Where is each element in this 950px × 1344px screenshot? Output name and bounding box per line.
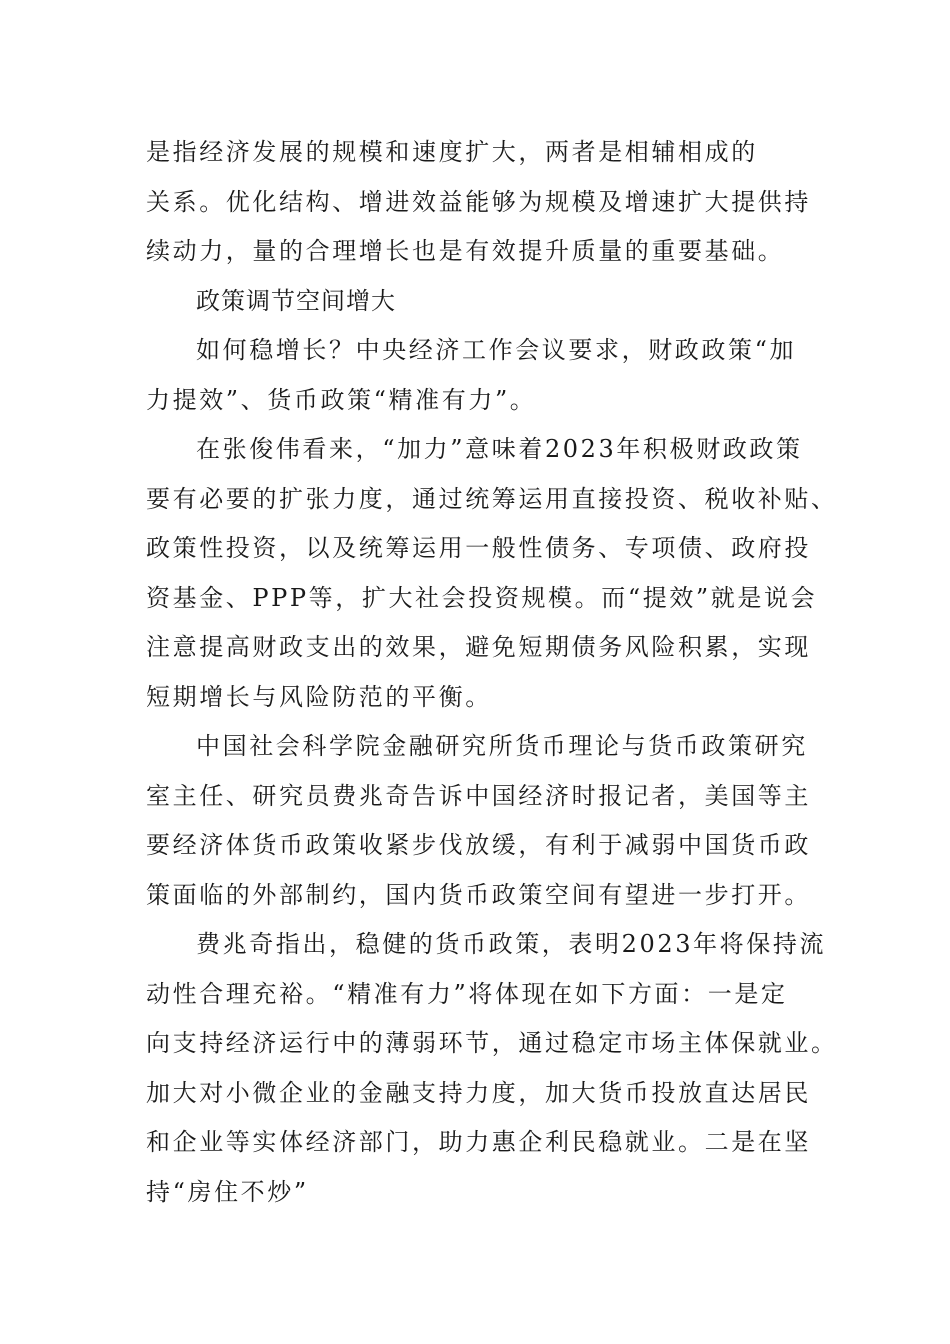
paragraph-line: 短期增长与风险防范的平衡。 xyxy=(146,682,492,711)
paragraph-line: 策面临的外部制约，国内货币政策空间有望进一步打开。 xyxy=(146,880,811,909)
paragraph-line: 注意提高财政支出的效果，避免短期债务风险积累，实现 xyxy=(146,633,811,661)
paragraph-line: 持“房住不炒” xyxy=(146,1177,309,1206)
paragraph-line: 如何稳增长？中央经济工作会议要求，财政政策“加 xyxy=(196,336,797,364)
paragraph-line: 室主任、研究员费兆奇告诉中国经济时报记者，美国等主 xyxy=(146,781,811,810)
paragraph-line: 动性合理充裕。“精准有力”将体现在如下方面：一是定 xyxy=(146,979,788,1008)
paragraph-line: 在张俊伟看来，“加力”意味着2023年积极财政政策 xyxy=(196,435,803,463)
document-body xyxy=(146,128,838,1217)
paragraph-line: 中国社会科学院金融研究所货币理论与货币政策研究 xyxy=(196,732,808,760)
paragraph-line: 续动力，量的合理增长也是有效提升质量的重要基础。 xyxy=(146,237,785,265)
section-heading: 政策调节空间增大 xyxy=(196,286,396,315)
paragraph-line: 费兆奇指出，稳健的货币政策，表明2023年将保持流 xyxy=(196,930,827,958)
paragraph-line: 是指经济发展的规模和速度扩大，两者是相辅相成的 xyxy=(146,138,758,166)
paragraph-line: 向支持经济运行中的薄弱环节，通过稳定市场主体保就业。 xyxy=(146,1029,838,1057)
paragraph-line: 关系。优化结构、增进效益能够为规模及增速扩大提供持 xyxy=(146,187,811,216)
paragraph-line: 要经济体货币政策收紧步伐放缓，有利于减弱中国货币政 xyxy=(146,831,811,859)
paragraph-line: 和企业等实体经济部门，助力惠企利民稳就业。二是在坚 xyxy=(146,1128,811,1156)
paragraph-line: 加大对小微企业的金融支持力度，加大货币投放直达居民 xyxy=(146,1078,811,1107)
paragraph-line: 资基金、PPP等，扩大社会投资规模。而“提效”就是说会 xyxy=(146,583,818,612)
paragraph-line: 力提效”、货币政策“精准有力”。 xyxy=(146,385,537,414)
paragraph-line: 要有必要的扩张力度，通过统筹运用直接投资、税收补贴、 xyxy=(146,484,838,513)
paragraph-line: 政策性投资，以及统筹运用一般性债务、专项债、政府投 xyxy=(146,534,811,562)
